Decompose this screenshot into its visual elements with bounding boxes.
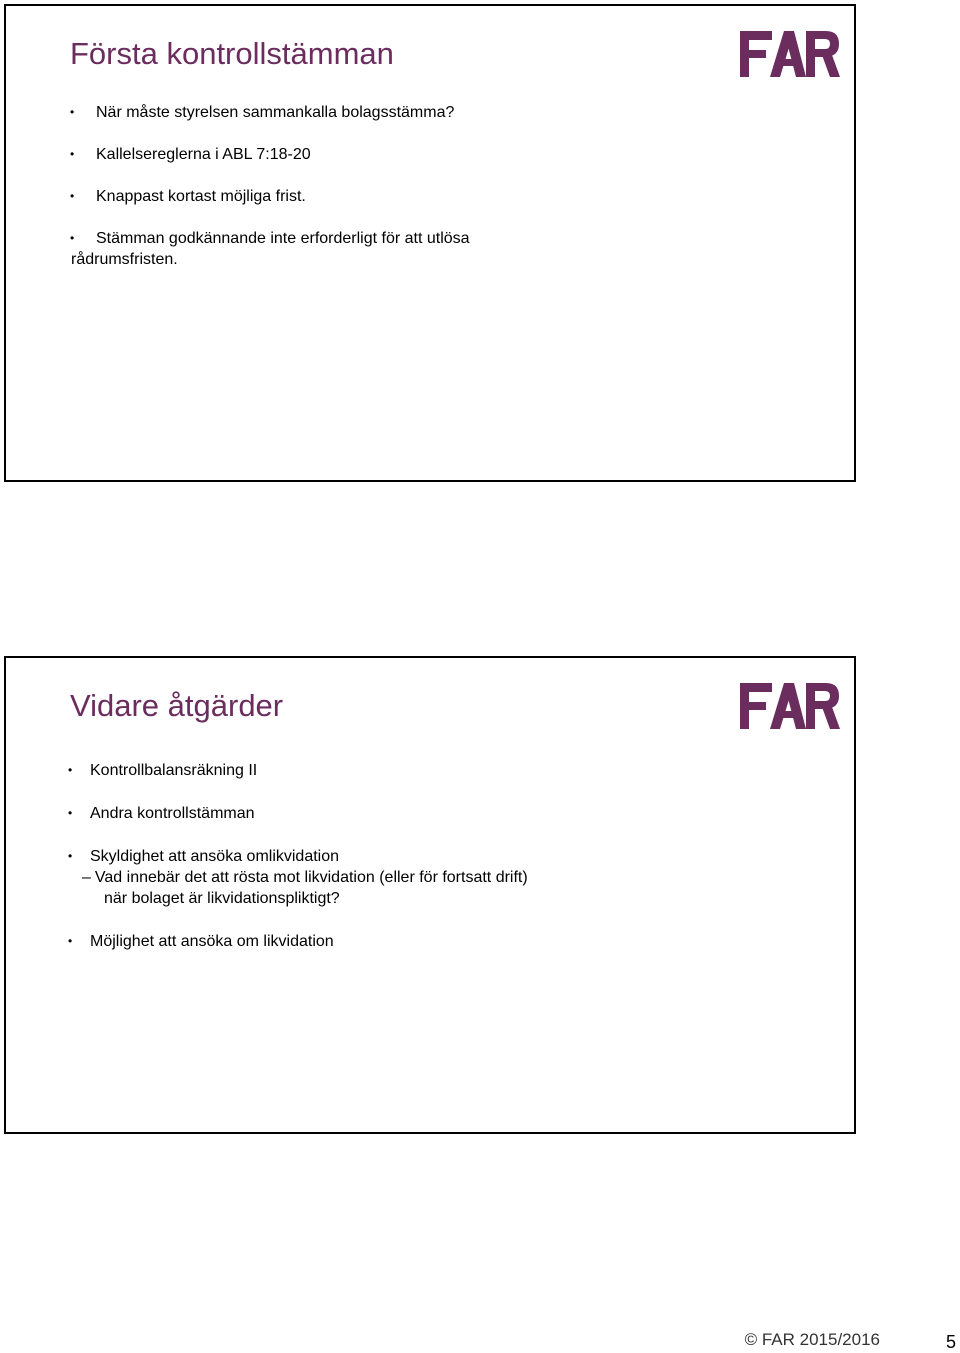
list-item: • Knappast kortast möjliga frist. [72, 186, 772, 207]
far-logo [740, 29, 840, 79]
bullet-list [70, 760, 770, 974]
far-logo [740, 681, 840, 731]
footer-copyright: © FAR 2015/2016 [744, 1330, 880, 1349]
list-item: • Andra kontrollstämman [70, 803, 770, 824]
list-item: • Kontrollbalansräkning II [70, 760, 770, 781]
list-item: • Stämman godkännande inte erforderligt för att utlösa rådrumsfristen. [72, 228, 772, 270]
list-item: • Kallelsereglerna i ABL 7:18-20 [72, 144, 772, 165]
page-number: 5 [945, 1332, 956, 1352]
bullet-list [72, 102, 772, 291]
slide-title: Första kontrollstämman [70, 36, 394, 71]
slide-2 [4, 656, 856, 1134]
slide-title: Vidare åtgärder [70, 688, 284, 723]
sub-item: – Vad innebär det att rösta mot likvidation (eller för fortsatt drift) [82, 869, 528, 886]
list-item: • Skyldighet att ansöka omlikvidation – Vad innebär det att rösta mot likvidation (eller för fortsatt drift) när bolaget är likvidationspliktigt? [70, 846, 770, 909]
list-item: • Möjlighet att ansöka om likvidation [70, 931, 770, 952]
slide-1 [4, 4, 856, 482]
list-item: • När måste styrelsen sammankalla bolagsstämma? [72, 102, 772, 123]
